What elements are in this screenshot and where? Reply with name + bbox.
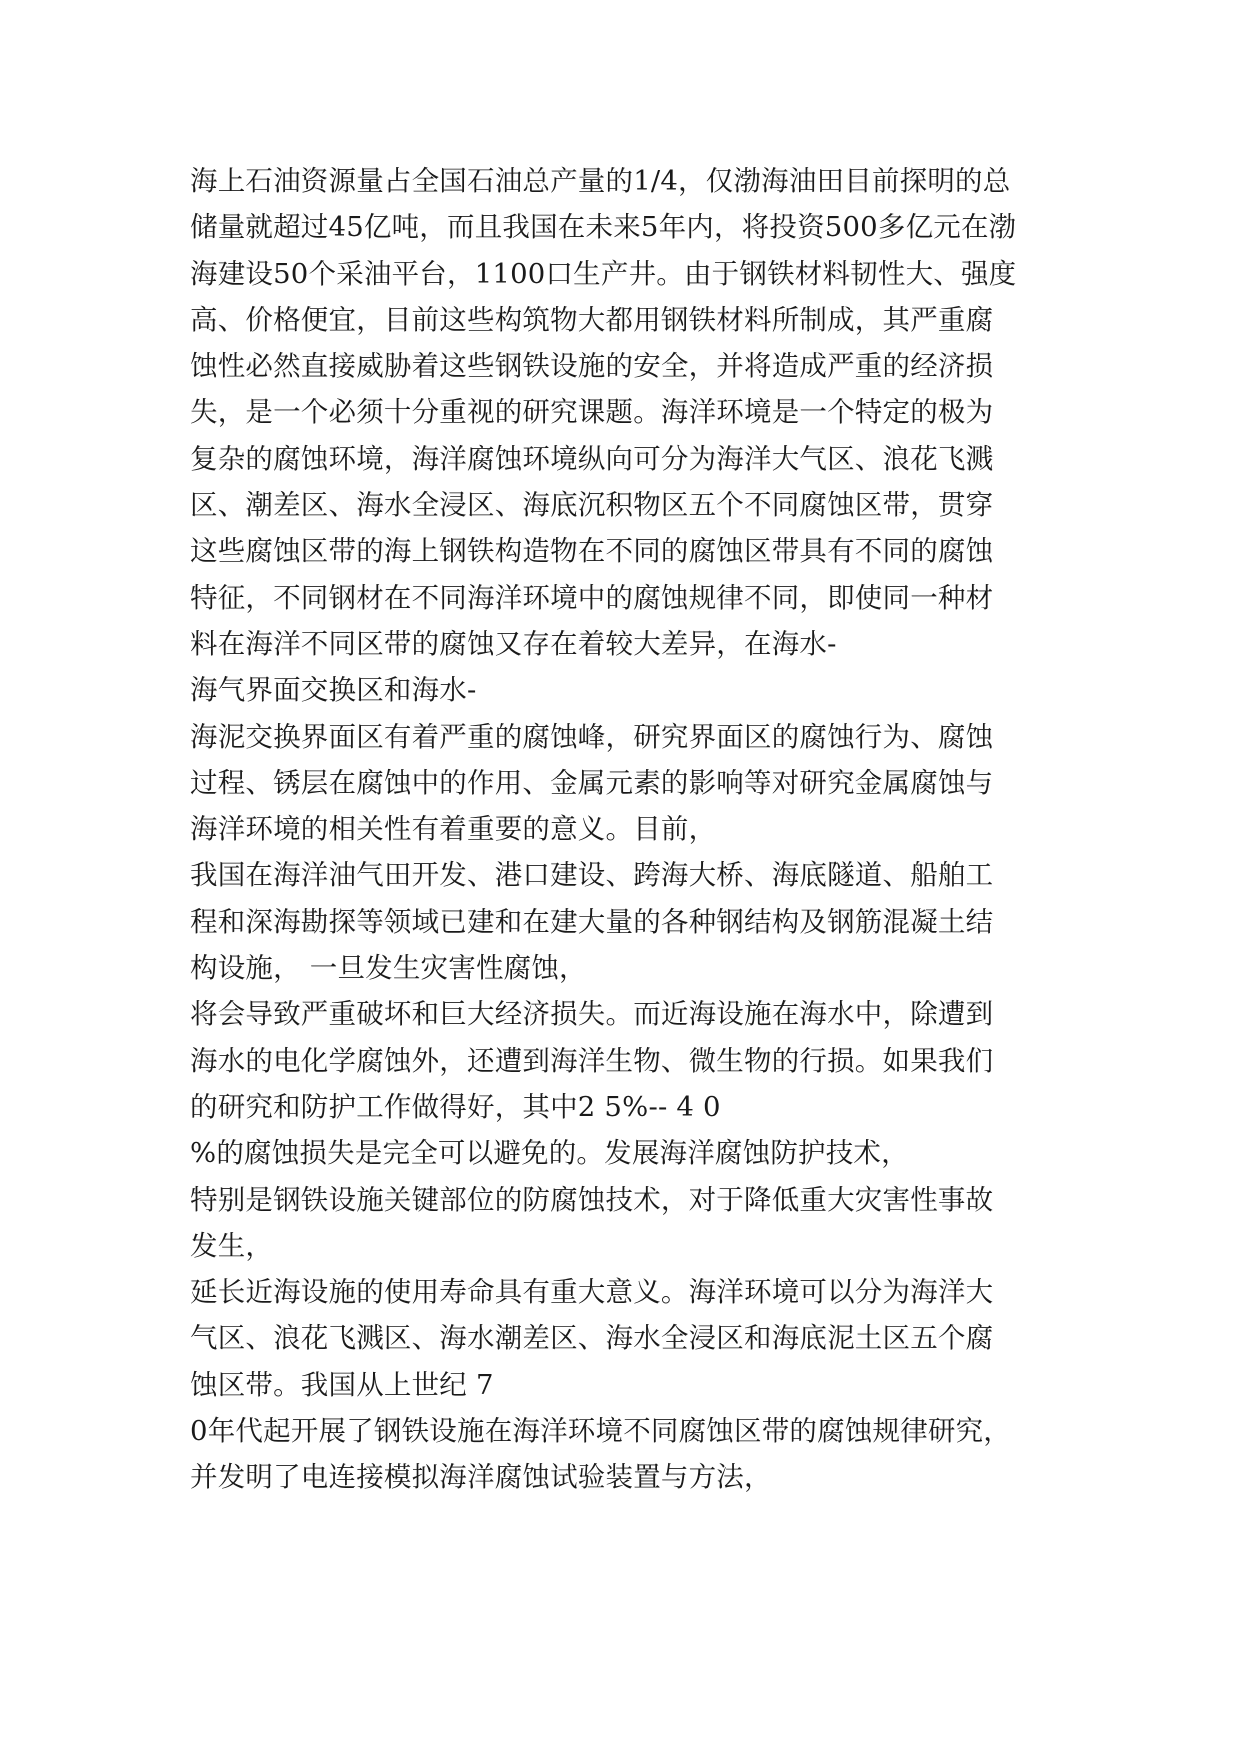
text-line: 海洋环境的相关性有着重要的意义。目前， [190,813,717,846]
text-line: 蚀性必然直接威胁着这些钢铁设施的安全，并将造成严重的经济损 [190,350,994,383]
text-line: 海水的电化学腐蚀外，还遭到海洋生物、微生物的行损。如果我们 [190,1044,994,1077]
text-line: 海建设50个采油平台，1100口生产井。由于钢铁材料韧性大、强度 [190,257,1017,290]
text-line: 海气界面交换区和海水- [190,674,477,707]
text-line: 高、价格便宜，目前这些构筑物大都用钢铁材料所制成，其严重腐 [190,303,994,336]
text-line: 海上石油资源量占全国石油总产量的1/4，仅渤海油田目前探明的总 [190,165,1011,197]
text-line: 发生， [190,1229,274,1262]
text-line: 将会导致严重破坏和巨大经济损失。而近海设施在海水中，除遭到 [190,998,994,1031]
text-line: 料在海洋不同区带的腐蚀又存在着较大差异，在海水- [190,627,837,660]
text-line: 蚀区带。我国从上世纪 7 [190,1368,494,1401]
text-line: 复杂的腐蚀环境，海洋腐蚀环境纵向可分为海洋大气区、浪花飞溅 [190,442,994,475]
text-line: 这些腐蚀区带的海上钢铁构造物在不同的腐蚀区带具有不同的腐蚀 [190,535,994,568]
text-line: 我国在海洋油气田开发、港口建设、跨海大桥、海底隧道、船舶工 [190,859,994,892]
text-line: 海泥交换界面区有着严重的腐蚀峰，研究界面区的腐蚀行为、腐蚀 [190,720,994,753]
text-line: 0年代起开展了钢铁设施在海洋环境不同腐蚀区带的腐蚀规律研究， [190,1415,1011,1448]
text-line: 构设施， 一旦发生灾害性腐蚀， [190,952,587,985]
text-line: 并发明了电连接模拟海洋腐蚀试验装置与方法， [190,1461,772,1494]
text-line: %的腐蚀损失是完全可以避免的。发展海洋腐蚀防护技术， [190,1137,909,1170]
text-line: 的研究和防护工作做得好，其中2 5%-- 4 0 [190,1090,721,1123]
text-line: 失，是一个必须十分重视的研究课题。海洋环境是一个特定的极为 [190,396,994,429]
text-line: 特别是钢铁设施关键部位的防腐蚀技术，对于降低重大灾害性事故 [190,1183,994,1216]
text-line: 延长近海设施的使用寿命具有重大意义。海洋环境可以分为海洋大 [190,1276,994,1309]
text-line: 储量就超过45亿吨，而且我国在未来5年内，将投资500多亿元在渤 [190,211,1017,244]
text-line: 程和深海勘探等领域已建和在建大量的各种钢结构及钢筋混凝土结 [190,905,994,938]
body-text [190,158,1070,1501]
text-line: 过程、锈层在腐蚀中的作用、金属元素的影响等对研究金属腐蚀与 [190,766,994,799]
text-line: 特征，不同钢材在不同海洋环境中的腐蚀规律不同，即使同一种材 [190,581,994,614]
text-line: 区、潮差区、海水全浸区、海底沉积物区五个不同腐蚀区带，贯穿 [190,489,994,522]
text-line: 气区、浪花飞溅区、海水潮差区、海水全浸区和海底泥土区五个腐 [190,1322,994,1355]
